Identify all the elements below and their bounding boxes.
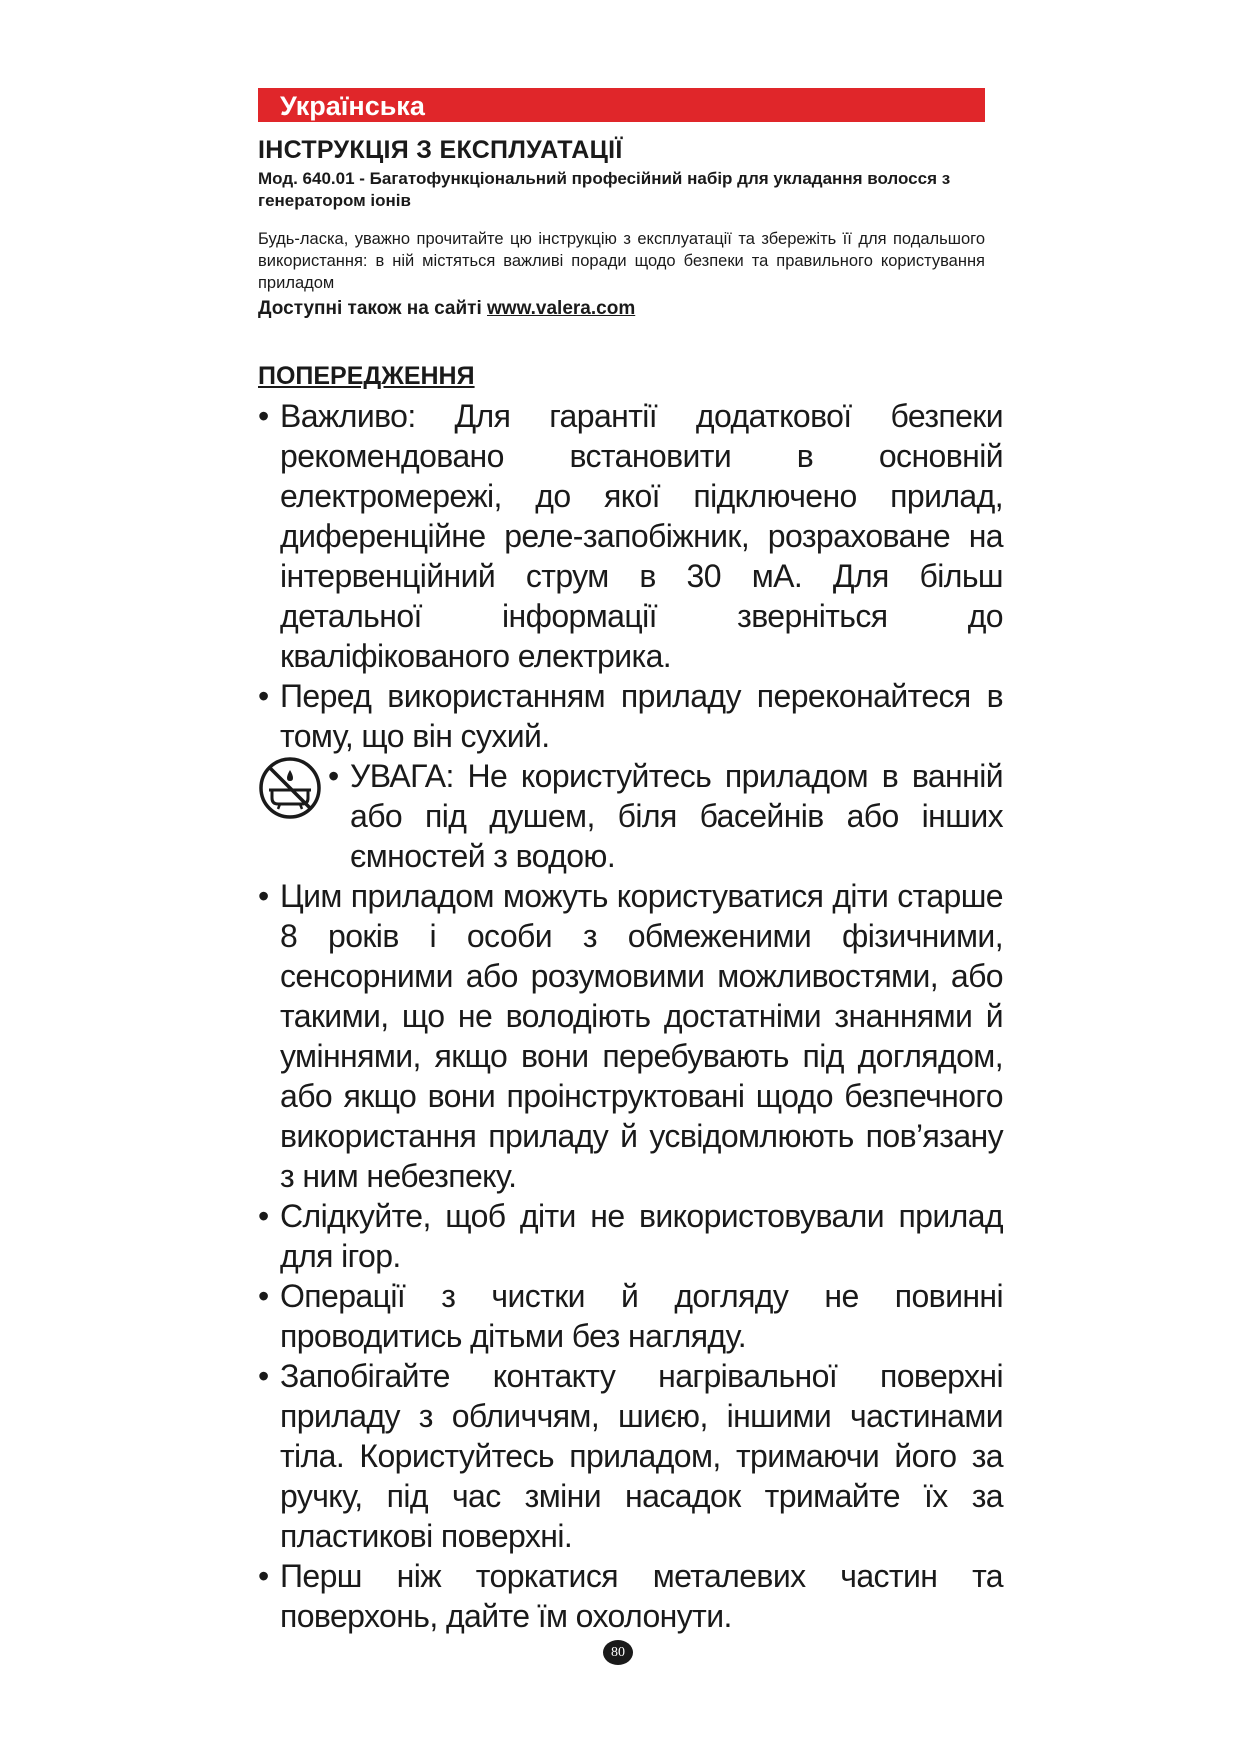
warning-text: Важливо: Для гарантії додаткової безпеки рекомендовано встановити в основній електромережі, до якої підключено прилад, диференційне реле-запобіжник, розраховане на інтервенційний струм в 30 мА. Для більш детальної інформації зверніться до кваліфікованого електрика.	[280, 398, 1003, 674]
bullet-marker: •	[258, 398, 269, 434]
warning-item	[258, 396, 1003, 676]
warning-text: Перед використанням приладу переконайтеся в тому, що він сухий.	[280, 678, 1003, 754]
warning-item	[258, 1196, 1003, 1276]
model-description: Мод. 640.01 - Багатофункціональний професійний набір для укладання волосся з генератором іонів	[258, 169, 951, 210]
warning-item	[258, 1356, 1003, 1556]
warning-item	[258, 876, 1003, 1196]
website-label: Доступні також на сайті	[258, 298, 482, 319]
page-title: ІНСТРУКЦІЯ З ЕКСПЛУАТАЦІЇ	[258, 136, 623, 164]
warning-text: Перш ніж торкатися металевих частин та поверхонь, дайте їм охолонути.	[280, 1558, 1003, 1634]
warning-item	[258, 756, 1003, 876]
warnings-heading: ПОПЕРЕДЖЕННЯ	[258, 362, 475, 390]
website-line	[258, 296, 990, 322]
website-link[interactable]: www.valera.com	[487, 298, 636, 319]
warnings-list	[258, 396, 1003, 1636]
no-bath-shower-icon	[258, 756, 322, 820]
warning-item	[258, 1276, 1003, 1356]
bullet-marker: •	[328, 758, 339, 794]
bullet-marker: •	[258, 1558, 269, 1594]
warning-item	[258, 1556, 1003, 1636]
warning-text: Запобігайте контакту нагрівальної поверхні приладу з обличчям, шиєю, іншими частинами тіла. Користуйтесь приладом, тримаючи його за ручку, під час зміни насадок тримайте їх за пластикові поверхні.	[280, 1358, 1003, 1554]
warning-text: Цим приладом можуть користуватися діти старше 8 років і особи з обмеженими фізичними, сенсорними або розумовими можливостями, або такими, що не володіють достатніми знаннями й уміннями, якщо вони перебувають під доглядом, або якщо вони проінструктовані щодо безпечного використання приладу й усвідомлюють пов’язану з ним небезпеку.	[280, 878, 1003, 1194]
warning-item	[258, 676, 1003, 756]
bullet-marker: •	[258, 878, 269, 914]
warning-text: Операції з чистки й догляду не повинні проводитись дітьми без нагляду.	[280, 1278, 1003, 1354]
language-banner: Українська	[258, 88, 985, 122]
page-number-badge: 80	[603, 1640, 633, 1665]
bullet-marker: •	[258, 1198, 269, 1234]
bullet-marker: •	[258, 1278, 269, 1314]
warning-text: Слідкуйте, щоб діти не використовували прилад для ігор.	[280, 1198, 1003, 1274]
bullet-marker: •	[258, 1358, 269, 1394]
warning-text: УВАГА: Не користуйтесь приладом в ванній або під душем, біля басейнів або інших ємностей з водою.	[350, 758, 1003, 874]
intro-text: Будь-ласка, уважно прочитайте цю інструкцію з експлуатації та збережіть її для подальшого використання: в ній містяться важливі поради щодо безпеки та правильного користування приладом	[258, 230, 985, 292]
manual-page	[258, 88, 1003, 1636]
bullet-marker: •	[258, 678, 269, 714]
